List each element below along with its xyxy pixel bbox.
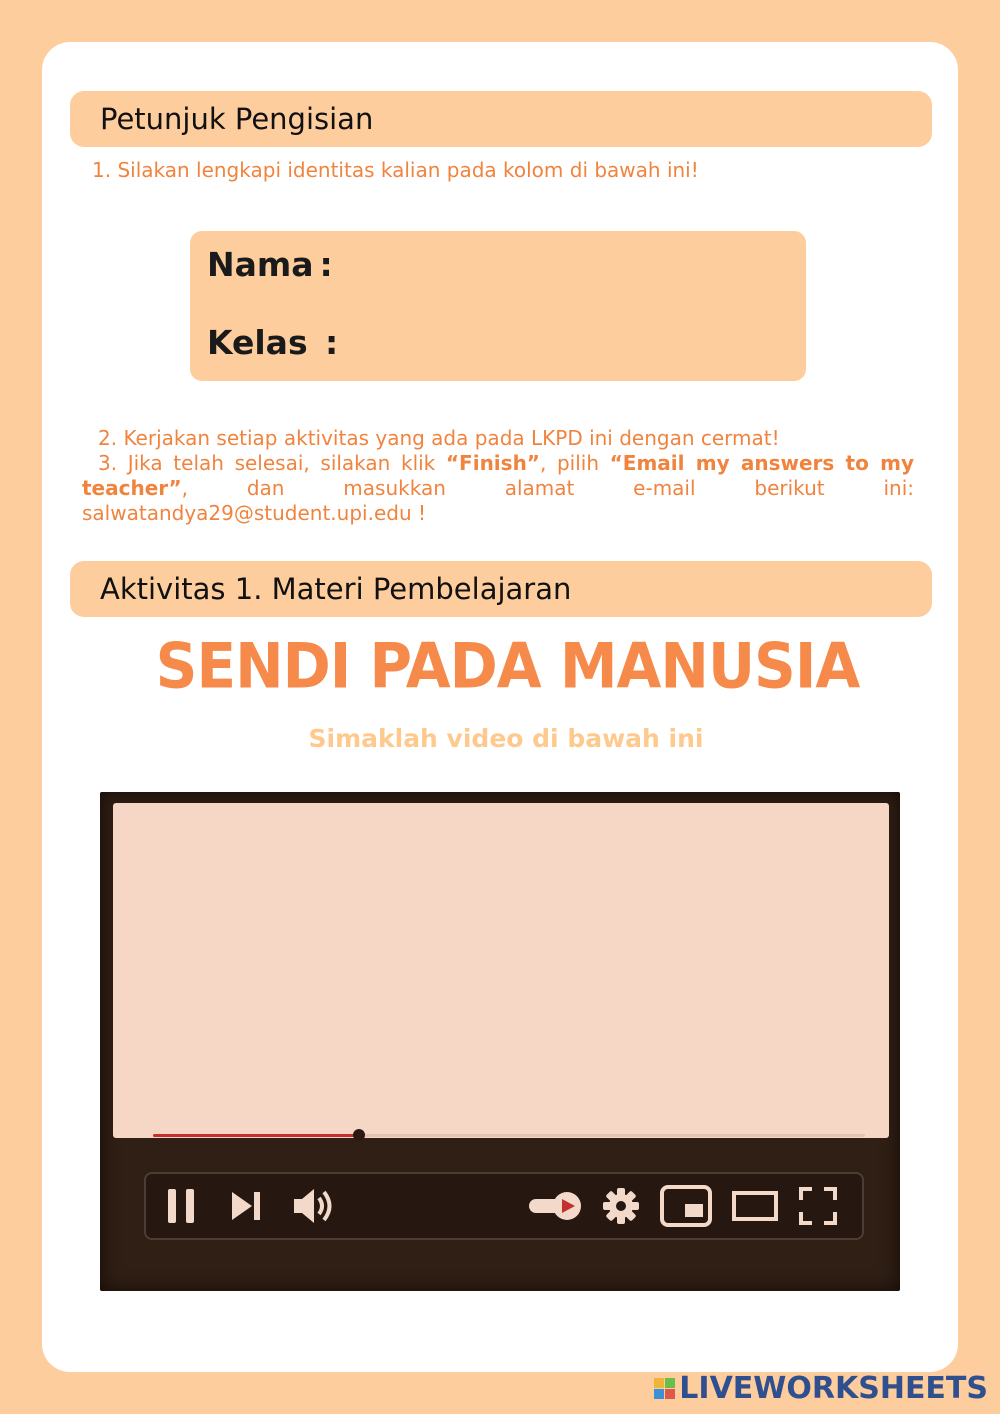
- progress-bar[interactable]: [153, 1134, 865, 1137]
- fullscreen-icon[interactable]: [796, 1174, 840, 1238]
- instruction-step-1: 1. Silakan lengkapi identitas kalian pada kolom di bawah ini!: [92, 158, 699, 182]
- headline: SENDI PADA MANUSIA: [155, 629, 860, 703]
- name-label: Nama: [207, 245, 314, 284]
- theater-icon[interactable]: [730, 1174, 780, 1238]
- name-colon: :: [319, 245, 333, 284]
- instruction-step-2: 2. Kerjakan setiap aktivitas yang ada pada LKPD ini dengan cermat!: [98, 426, 780, 450]
- class-row[interactable]: [207, 323, 339, 362]
- settings-icon[interactable]: [598, 1174, 644, 1238]
- watermark-text: LIVEWORKSHEETS: [679, 1371, 988, 1406]
- miniplayer-icon[interactable]: [658, 1174, 714, 1238]
- video-screen[interactable]: [113, 803, 889, 1138]
- liveworksheets-logo-icon: [654, 1378, 675, 1399]
- email-option-keyword: “Email my answers to my teacher”: [82, 451, 914, 500]
- control-bar: [144, 1172, 864, 1240]
- section-title: Petunjuk Pengisian: [100, 102, 374, 136]
- progress-fill: [153, 1134, 359, 1137]
- pause-icon[interactable]: [162, 1174, 202, 1238]
- liveworksheets-watermark: [654, 1371, 988, 1406]
- step3-text-end: , dan masukkan alamat e-mail berikut ini: salwatandya29@student.upi.edu !: [82, 476, 914, 525]
- instructions-block: [82, 426, 914, 526]
- section-banner-activity: [70, 561, 932, 617]
- progress-knob[interactable]: [353, 1129, 365, 1141]
- identity-box: [190, 231, 806, 381]
- video-player[interactable]: [100, 792, 900, 1291]
- step3-text-start: 3. Jika telah selesai, silakan klik: [98, 451, 446, 475]
- class-label: Kelas: [207, 323, 308, 362]
- class-colon: :: [325, 323, 339, 362]
- section-banner-instructions: [70, 91, 932, 147]
- next-icon[interactable]: [226, 1174, 266, 1238]
- step3-text-mid: , pilih: [539, 451, 610, 475]
- volume-icon[interactable]: [288, 1174, 340, 1238]
- finish-keyword: “Finish”: [445, 451, 540, 475]
- autoplay-toggle-icon[interactable]: [526, 1174, 588, 1238]
- video-subtitle: Simaklah video di bawah ini: [308, 724, 704, 753]
- name-row[interactable]: [207, 245, 333, 284]
- section-title: Aktivitas 1. Materi Pembelajaran: [100, 572, 572, 606]
- instruction-step-3: [82, 451, 914, 526]
